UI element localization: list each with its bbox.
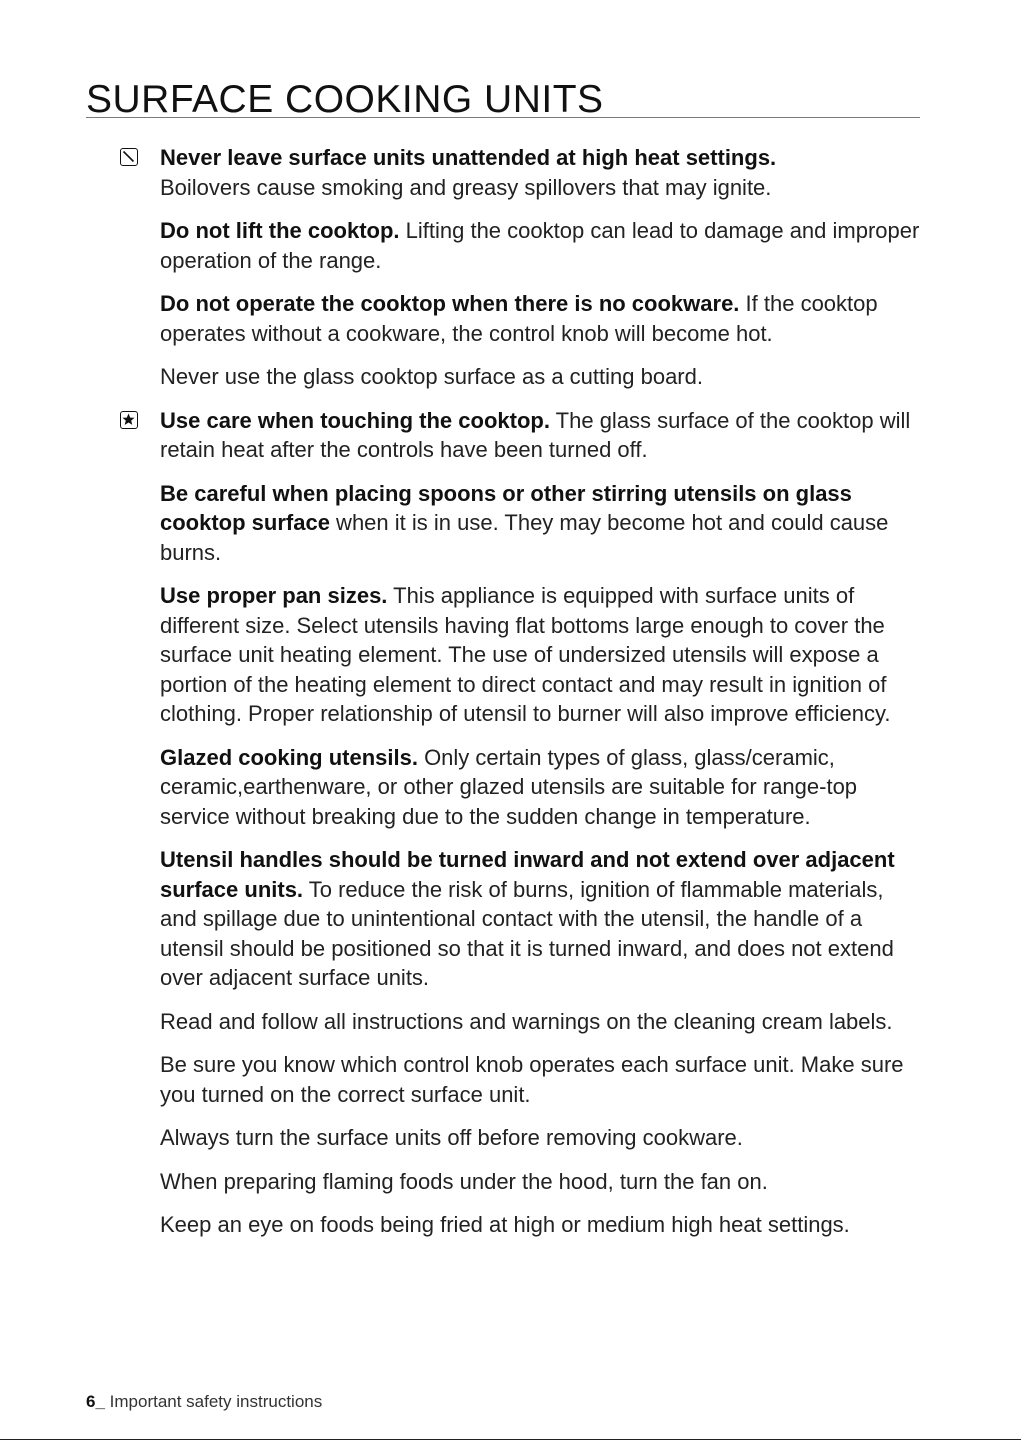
- bottom-divider: [0, 1439, 1021, 1440]
- warning-prohibited-icon: [120, 148, 138, 166]
- paragraph-heading: Use proper pan sizes.: [160, 583, 388, 608]
- paragraph-frying: [160, 1210, 920, 1240]
- paragraph-text: To reduce the risk of burns, ignition of flammable materials, and spillage due to unintentional contact with the utensil, the handle of a utensil should be positioned so that it is turned inward, and does not extend over adjacent surface units.: [160, 876, 894, 990]
- paragraph-heading: Be careful when placing spoons or other stirring utensils on glass cooktop surface: [160, 480, 852, 535]
- paragraph-text: This appliance is equipped with surface units of different size. Select utensils having flat bottoms large enough to cover the surface unit heating element. The use of undersized utensils will expose a portion of the heating element to direct contact and may result in ignition of clothing. Proper relationship of utensil to burner will also improve efficiency.: [160, 583, 891, 726]
- paragraph-text: Never use the glass cooktop surface as a cutting board.: [160, 364, 703, 389]
- paragraph-text: Read and follow all instructions and warnings on the cleaning cream labels.: [160, 1008, 893, 1034]
- paragraph-spoons: [160, 479, 920, 568]
- paragraph-text: Be sure you know which control knob operates each surface unit. Make sure you turned on the correct surface unit.: [160, 1052, 904, 1107]
- paragraph-heading: Glazed cooking utensils.: [160, 744, 418, 770]
- paragraph-text: Always turn the surface units off before removing cookware.: [160, 1125, 743, 1150]
- paragraph-flaming-foods: [160, 1167, 920, 1197]
- paragraph-pan-sizes: [160, 581, 920, 729]
- paragraph-handles: [160, 845, 920, 993]
- paragraph-heading: Never leave surface units unattended at high heat settings.: [160, 145, 777, 170]
- paragraph-text: Keep an eye on foods being fried at high or medium high heat settings.: [160, 1212, 850, 1237]
- paragraph-heading: Do not operate the cooktop when there is no cookware.: [160, 291, 740, 316]
- paragraph-text: If the cooktop operates without a cookware, the control knob will become hot.: [160, 291, 878, 346]
- page-footer: [86, 1392, 322, 1412]
- paragraph-touching: [160, 406, 920, 465]
- page-title: SURFACE COOKING UNITS: [86, 78, 604, 121]
- paragraph-cutting-board: [160, 362, 920, 392]
- paragraph-heading: Utensil handles should be turned inward and not extend over adjacent surface units.: [160, 847, 895, 902]
- title-divider: [86, 117, 920, 118]
- caution-star-icon: [120, 411, 138, 429]
- paragraph-turn-off: [160, 1123, 920, 1153]
- paragraph-heading: Do not lift the cooktop.: [160, 218, 400, 243]
- paragraph-no-cookware: [160, 289, 920, 348]
- paragraph-cleaning-cream: [160, 1007, 920, 1037]
- paragraph-text: Only certain types of glass, glass/ceramic, ceramic,earthenware, or other glazed utensils are suitable for range-top service without breaking due to the sudden change in temperature.: [160, 744, 858, 829]
- safety-content: [160, 143, 920, 1254]
- paragraph-text: when it is in use. They may become hot and could cause burns.: [160, 510, 889, 565]
- paragraph-text: Lifting the cooktop can lead to damage and improper operation of the range.: [160, 218, 920, 273]
- paragraph-unattended: [160, 143, 920, 202]
- paragraph-text: The glass surface of the cooktop will retain heat after the controls have been turned off.: [160, 407, 911, 462]
- page-number: 6_: [86, 1392, 105, 1411]
- paragraph-lift: [160, 216, 920, 275]
- footer-section: Important safety instructions: [104, 1392, 323, 1411]
- paragraph-text: When preparing flaming foods under the hood, turn the fan on.: [160, 1168, 768, 1194]
- paragraph-heading: Use care when touching the cooktop.: [160, 407, 550, 433]
- paragraph-glazed: [160, 743, 920, 832]
- paragraph-control-knob: [160, 1050, 920, 1109]
- paragraph-text: Boilovers cause smoking and greasy spillovers that may ignite.: [160, 174, 772, 200]
